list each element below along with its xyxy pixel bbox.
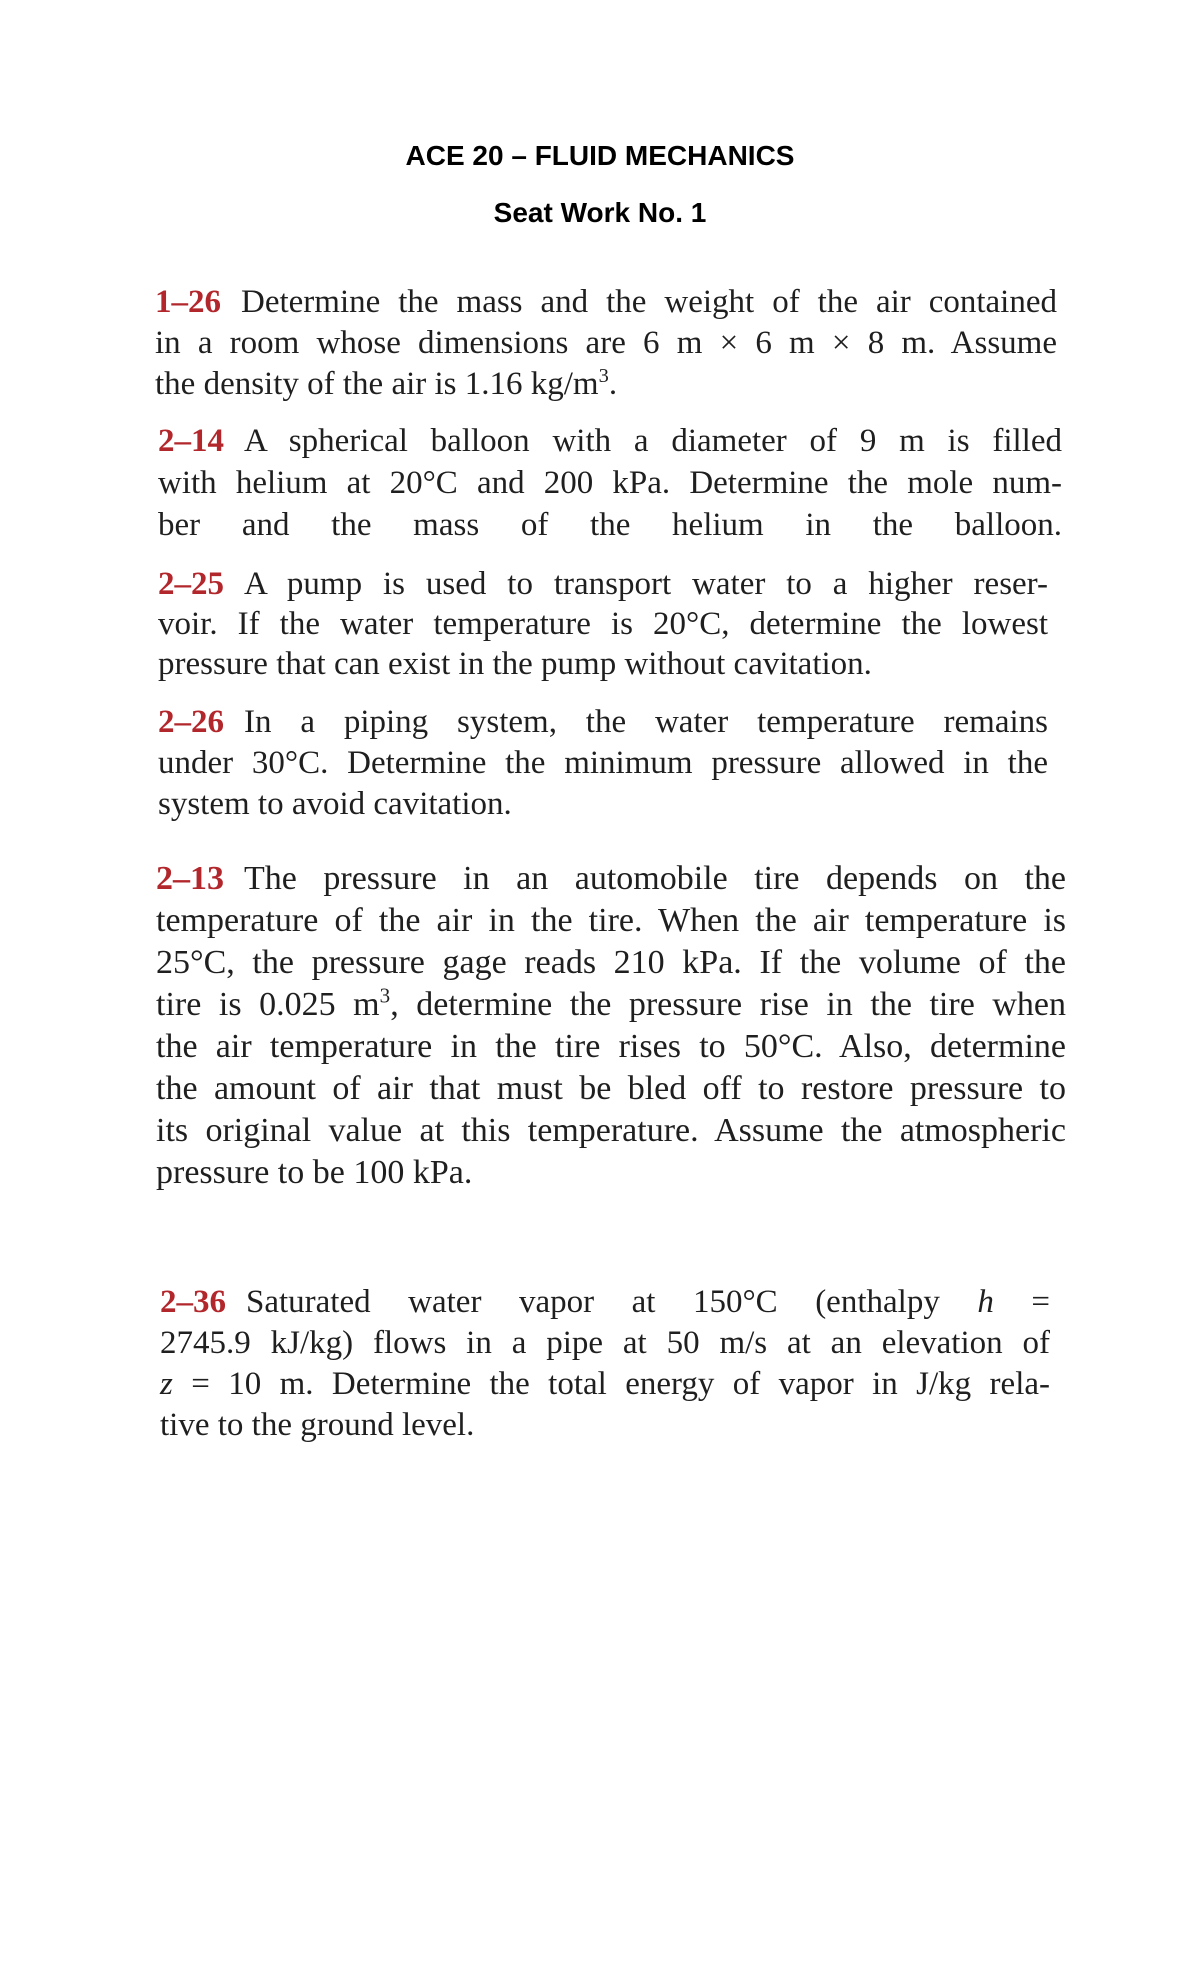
superscript: 3 xyxy=(598,365,609,387)
seatwork-title: Seat Work No. 1 xyxy=(493,197,707,228)
problem-2-14 xyxy=(158,420,1062,546)
problem-number: 2–36 xyxy=(160,1284,226,1320)
problem-text-line: ber and the mass of the helium in the balloon. xyxy=(158,507,1062,543)
problem-text-line: under 30°C. Determine the minimum pressure allowed in the xyxy=(158,745,1048,781)
problem-text-line: tive to the ground level. xyxy=(160,1407,475,1443)
problem-number: 1–26 xyxy=(155,284,221,320)
punctuation: . xyxy=(608,366,618,402)
problem-2-13 xyxy=(156,858,1066,1194)
problem-text-line: its original value at this temperature. Assume the atmospheric xyxy=(156,1112,1066,1149)
problem-text-line: 25°C, the pressure gage reads 210 kPa. If the volume of the xyxy=(156,944,1066,981)
problem-1-26 xyxy=(155,282,1057,405)
course-title: ACE 20 – FLUID MECHANICS xyxy=(405,140,795,171)
problem-text-line: the density of the air is 1.16 kg/m xyxy=(155,366,599,402)
problem-text-line: pressure to be 100 kPa. xyxy=(156,1154,473,1191)
problem-text-line: Saturated water vapor at 150°C (enthalpy xyxy=(246,1284,940,1320)
problem-text-line: , determine the pressure rise in the tire when xyxy=(390,986,1066,1023)
variable-z: z xyxy=(160,1366,173,1402)
problem-text-line: the amount of air that must be bled off to restore pressure to xyxy=(156,1070,1066,1107)
problem-2-26 xyxy=(158,702,1048,825)
problem-text-line: A spherical balloon with a diameter of 9 m is filled xyxy=(244,423,1062,459)
problem-number: 2–26 xyxy=(158,704,224,740)
problem-2-25 xyxy=(158,564,1048,684)
problem-text-line: 2745.9 kJ/kg) flows in a pipe at 50 m/s at an elevation of xyxy=(160,1325,1050,1361)
problem-number: 2–25 xyxy=(158,566,224,602)
problem-text-line: temperature of the air in the tire. When the air temperature is xyxy=(156,902,1066,939)
problem-text-line: pressure that can exist in the pump without cavitation. xyxy=(158,646,872,682)
problem-text-line: tire is 0.025 m xyxy=(156,986,380,1023)
variable-h: h xyxy=(977,1284,994,1320)
problem-text-line: with helium at 20°C and 200 kPa. Determine the mole num- xyxy=(158,465,1062,501)
problem-text-line: in a room whose dimensions are 6 m × 6 m × 8 m. Assume xyxy=(155,325,1057,361)
problem-text-line: In a piping system, the water temperature remains xyxy=(244,704,1048,740)
problem-2-36 xyxy=(160,1282,1050,1446)
problem-text-line: voir. If the water temperature is 20°C, determine the lowest xyxy=(158,606,1048,642)
superscript: 3 xyxy=(379,983,391,1008)
problem-text-line: = 10 m. Determine the total energy of vapor in J/kg rela- xyxy=(191,1366,1050,1402)
problem-text-line: A pump is used to transport water to a higher reser- xyxy=(244,566,1048,602)
problem-number: 2–13 xyxy=(156,860,224,897)
problem-number: 2–14 xyxy=(158,423,224,459)
problem-text-line: The pressure in an automobile tire depends on the xyxy=(244,860,1066,897)
problem-text-line: Determine the mass and the weight of the air contained xyxy=(241,284,1057,320)
problem-text-line: system to avoid cavitation. xyxy=(158,786,512,822)
problem-text-line: the air temperature in the tire rises to 50°C. Also, determine xyxy=(156,1028,1066,1065)
equals-sign: = xyxy=(1031,1284,1051,1320)
